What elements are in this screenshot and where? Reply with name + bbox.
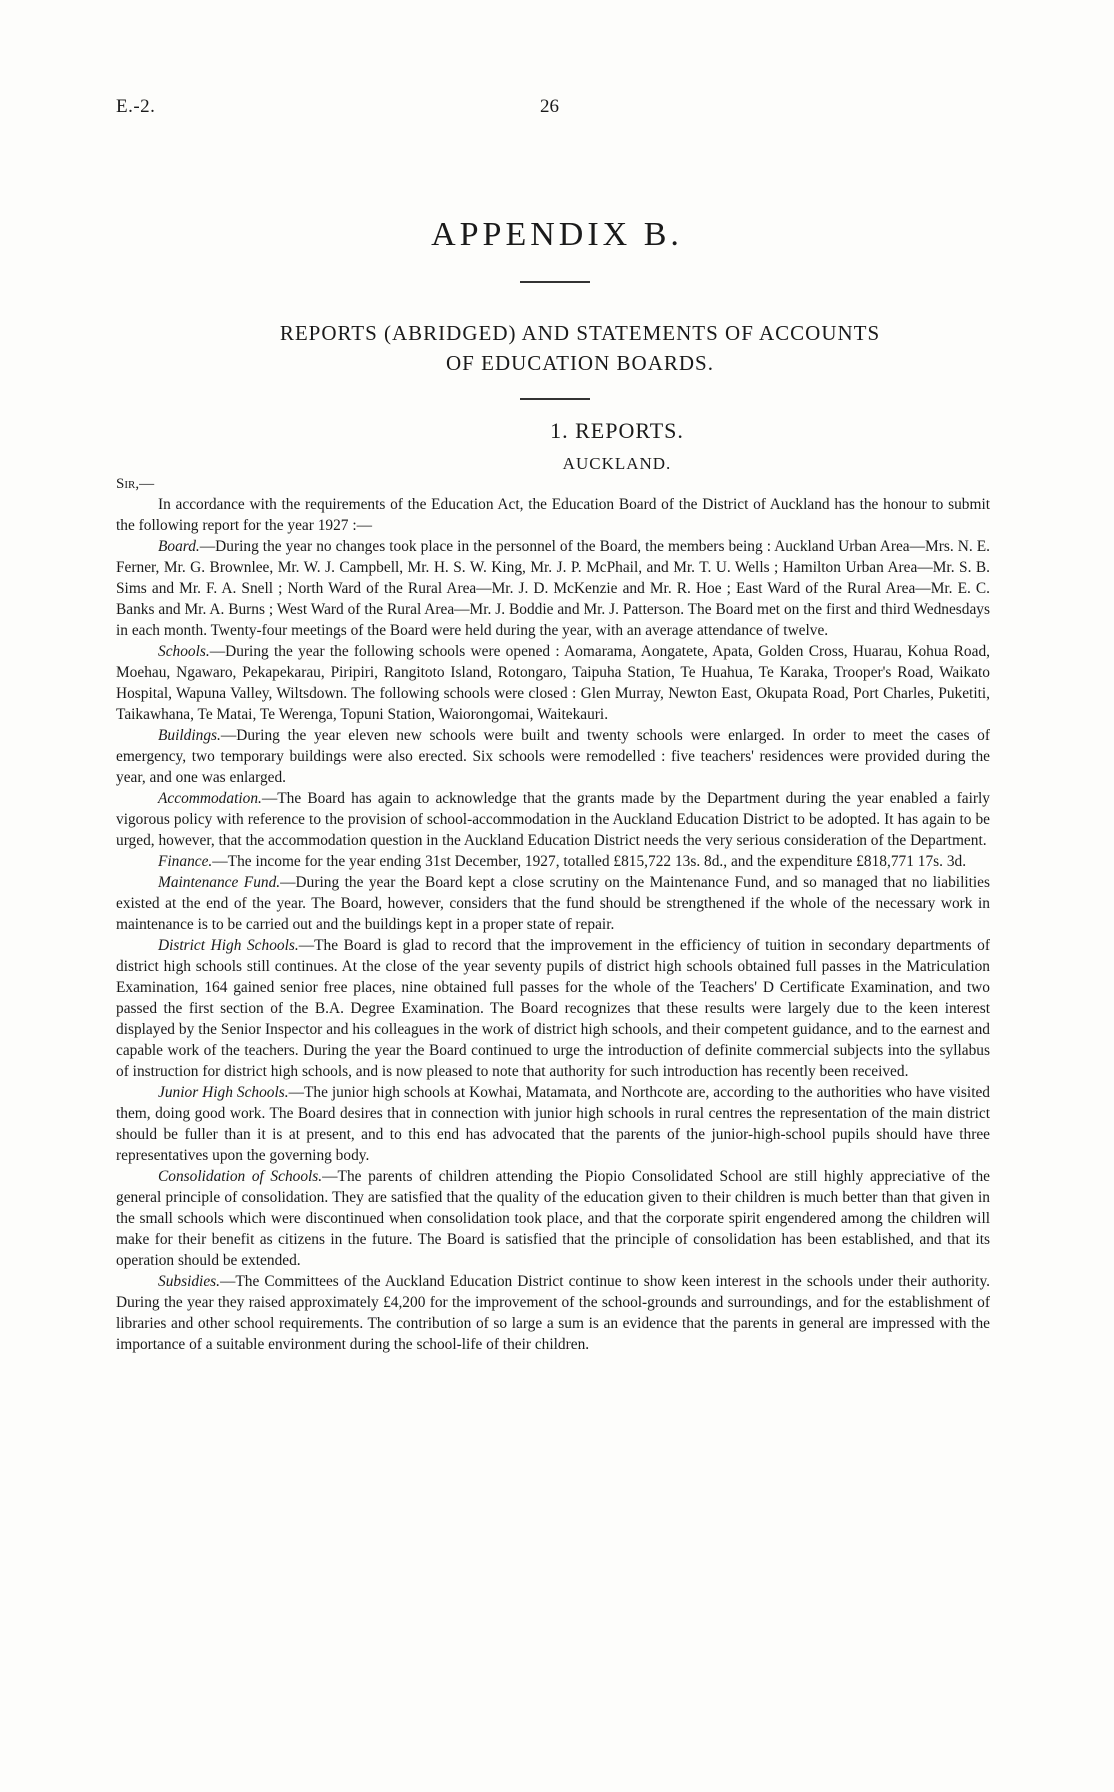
paragraph-district-high-schools	[116, 935, 990, 1082]
main-heading-line-1: REPORTS (ABRIDGED) AND STATEMENTS OF ACCOUNTS	[279, 321, 881, 345]
paragraph-text: —The junior high schools at Kowhai, Matamata, and Northcote are, according to the authorities who have visited them, doing good work. The Board desires that in connection with junior high schools in rural centres the representation of the main district should be fuller than it is at present, and to this end has advocated that the parents of the junior-high-school pupils should have three representatives upon the governing body.	[116, 1084, 990, 1164]
document-code: E.-2.	[116, 96, 156, 117]
paragraph-lead: Junior High Schools.	[158, 1084, 289, 1101]
main-heading	[180, 318, 980, 378]
heading-divider	[520, 398, 590, 400]
paragraph-text: —During the year eleven new schools were built and twenty schools were enlarged. In order to meet the cases of emergency, two temporary buildings were also erected. Six schools were remodelled : five teachers' residences were provided during the year, and one was enlarged.	[116, 727, 990, 786]
paragraph-buildings	[116, 725, 990, 788]
salutation: Sir,—	[116, 476, 155, 492]
paragraph-schools	[116, 641, 990, 725]
paragraph-intro	[116, 494, 990, 536]
paragraph-lead: Finance.	[158, 853, 213, 870]
paragraph-lead: District High Schools.	[158, 937, 299, 954]
paragraph-junior-high-schools	[116, 1082, 990, 1166]
paragraph-lead: Subsidies.	[158, 1273, 220, 1290]
paragraph-text: —The parents of children attending the Piopio Consolidated School are still highly appreciative of the general principle of consolidation. They are satisfied that the quality of the education given to their children is much better than that given in the small schools which were discontinued when consolidation took place, and that the corporate spirit engendered among the children will make for their benefit as citizens in the future. The Board is satisfied that the principle of consolidation has been established, and that its operation should be extended.	[116, 1168, 990, 1269]
paragraph-text: —During the year the following schools were opened : Aomarama, Aongatete, Apata, Golden Cross, Huarau, Kohua Road, Moehau, Ngawaro, Pekapekarau, Piripiri, Rangitoto Island, Rotongaro, Taipuha Station, Te Huahua, Te Karaka, Trooper's Road, Waikato Hospital, Wapuna Valley, Wiltsdown. The following schools were closed : Glen Murray, Newton East, Okupata Road, Port Charles, Puketiti, Taikawhana, Te Matai, Te Werenga, Topuni Station, Waiorongomai, Waitekauri.	[116, 643, 990, 723]
paragraph-lead: Schools.	[158, 643, 210, 660]
title-divider	[520, 281, 590, 283]
paragraph-text: —The Board has again to acknowledge that the grants made by the Department during the year enabled a fairly vigorous policy with reference to the provision of school-accommodation in the Auckland Education District to be adopted. It has again to be urged, however, that the accommodation question in the Auckland Education District needs the very serious consideration of the Department.	[116, 790, 990, 849]
paragraph-text: —The income for the year ending 31st December, 1927, totalled £815,722 13s. 8d., and the expenditure £818,771 17s. 3d.	[212, 853, 967, 870]
paragraph-lead: Consolidation of Schools.	[158, 1168, 323, 1185]
paragraph-text: —The Board is glad to record that the improvement in the efficiency of tuition in secondary departments of district high schools still continues. At the close of the year seventy pupils of district high schools obtained full passes in the Matriculation Examination, 164 gained senior free places, nine obtained full passes for the whole of the Teachers' D Certificate Examination, and two passed the first section of the B.A. Degree Examination. The Board recognizes that these results were largely due to the keen interest displayed by the Senior Inspector and his colleagues in the work of district high schools, and their competent guidance, and to the earnest and capable work of the teachers. During the year the Board continued to urge the introduction of definite commercial subjects into the syllabus of instruction for district high schools, and is now pleased to note that authority for such introduction has recently been received.	[116, 937, 991, 1080]
page-number: 26	[540, 96, 559, 117]
paragraph-text: —During the year no changes took place in the personnel of the Board, the members being : Auckland Urban Area—Mrs. N. E. Ferner, Mr. G. Brownlee, Mr. W. J. Campbell, Mr. H. S. W. King, Mr. J. P. McPhail, and Mr. T. U. Wells ; Hamilton Urban Area—Mr. S. B. Sims and Mr. F. A. Snell ; North Ward of the Rural Area—Mr. J. D. McKenzie and Mr. R. Hoe ; East Ward of the Rural Area—Mr. E. C. Banks and Mr. A. Burns ; West Ward of the Rural Area—Mr. J. Boddie and Mr. J. Patterson. The Board met on the first and third Wednesdays in each month. Twenty-four meetings of the Board were held during the year, with an average attendance of twelve.	[116, 538, 990, 639]
paragraph-maintenance-fund	[116, 872, 990, 935]
report-body	[116, 494, 990, 1355]
paragraph-subsidies	[116, 1271, 990, 1355]
main-heading-line-2: OF EDUCATION BOARDS.	[446, 351, 714, 375]
appendix-title: APPENDIX B.	[431, 216, 683, 253]
paragraph-lead: Buildings.	[158, 727, 221, 744]
paragraph-lead: Board.	[158, 538, 200, 555]
paragraph-accommodation	[116, 788, 990, 851]
paragraph-lead: Accommodation.	[158, 790, 262, 807]
section-heading: 1. REPORTS.	[550, 418, 684, 443]
paragraph-finance	[116, 851, 990, 872]
paragraph-text: —The Committees of the Auckland Education District continue to show keen interest in the schools under their authority. During the year they raised approximately £4,200 for the improvement of the school-grounds and surroundings, and for the establishment of libraries and other school requirements. The contribution of so large a sum is an evidence that the parents in general are impressed with the importance of a suitable environment during the school-life of their children.	[116, 1273, 990, 1353]
paragraph-text: In accordance with the requirements of the Education Act, the Education Board of the District of Auckland has the honour to submit the following report for the year 1927 :—	[116, 496, 990, 534]
sub-heading: AUCKLAND.	[562, 454, 672, 473]
paragraph-text: —During the year the Board kept a close scrutiny on the Maintenance Fund, and so managed that no liabilities existed at the end of the year. The Board, however, considers that the fund should be strengthened if the whole of the necessary work in maintenance is to be carried out and the buildings kept in a proper state of repair.	[116, 874, 990, 933]
paragraph-consolidation	[116, 1166, 990, 1271]
paragraph-board	[116, 536, 990, 641]
paragraph-lead: Maintenance Fund.	[158, 874, 281, 891]
